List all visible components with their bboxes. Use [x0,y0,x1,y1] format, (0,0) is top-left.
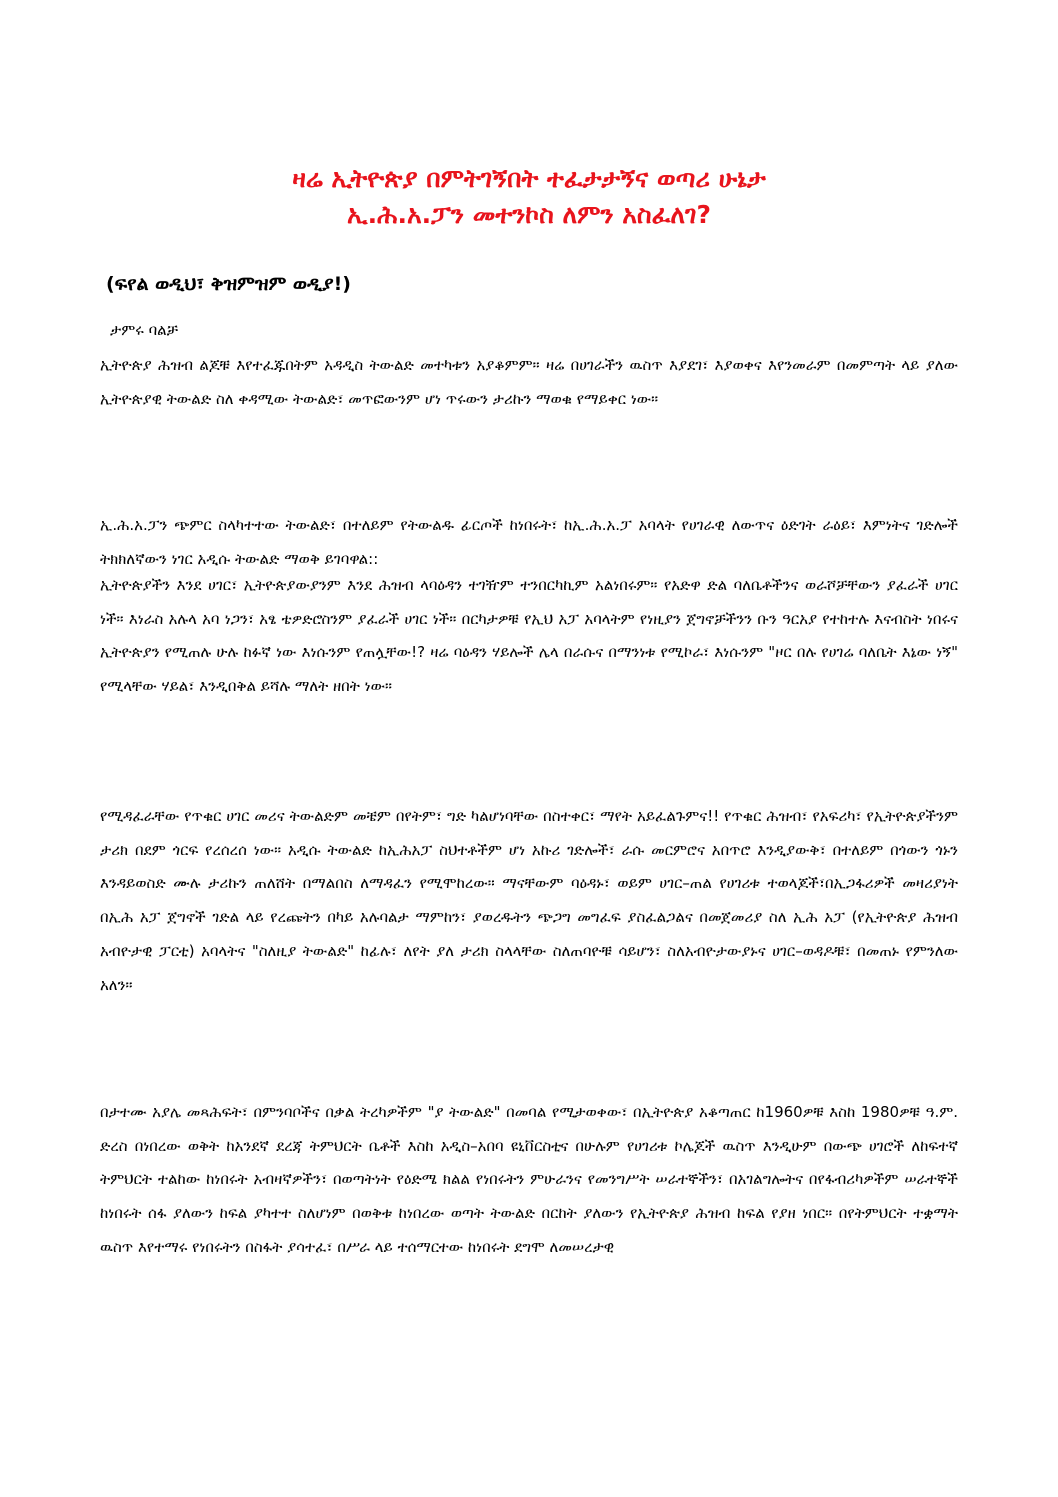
author-name: ታምሩ ባልቻ [110,321,179,339]
document-title-line-2: ኢ.ሕ.አ.ፓን መተንኮስ ለምን አስፈለገ? [347,200,711,229]
paragraph-3: ኢትዮጵያችን እንደ ሀገር፣ ኢትዮጵያውያንም እንደ ሕዝብ ላባዕዳን ተገዥም ተንበርካኪም አልነበሩም። የአድዋ ድል ባለቤቶችንና ወራሾቻቸውን ያፈራች ሀገር ነች። እነራስ አሉላ አባ ነጋን፣ አፄ ቴዎድሮስንም ያፈራች ሀገር ነች። በርካታዎቹ የኢህ አፓ አባላትም የነዚያን ጀግኖቻችንን ቡን ዓርአያ የተከተሉ እናብስት ነበሩና ኢትዮጵያን የሚጠሉ ሁሉ ከፉኛ ነው እነሱንም የጠሏቸው!? ዛሬ ባዕዳን ሃይሎች ሌላ በራሱና በማንነቱ የሚኮራ፣ እነሱንም "ዞር በሉ የሀገሬ ባለቤት እኔው ነኝ" የሚላቸው ሃይል፣ እንዲበቅል ይሻሉ ማለት ዘበት ነው። [100,576,958,696]
paragraph-4: የሚዳፈራቸው የጥቁር ሀገር መሪና ትውልድም መቼም በየትም፣ ግድ ካልሆነባቸው በስተቀር፣ ማየት አይፈልጉምና!! የጥቁር ሕዝብ፣ የአፍሪካ፣ የኢትዮጵያችንም ታሪክ በደም ጎርፍ የረሰረሰ ነው። አዲሱ ትውልድ ከኢሕአፓ ስህተቶችም ሆነ አኩሪ ገድሎች፣ ራሱ መርምሮና አበጥሮ እንዲያውቅ፣ በተለይም በጎውን ጎኑን እንዳይወስድ ሙሉ ታሪኩን ጠለሸት በማልበስ ለማዳፈን የሚሞከረው። ማናቸውም ባዕዳኑ፣ ወይም ሀገር–ጠል የሀገሪቱ ተወላጆች፣በኢጋፋሪዎች መዛሪያነት በኢሕ አፓ ጀግኖች ገድል ላይ የረጩትን በካይ አሉባልታ ማምከን፣ ያወረዱትን ጭጋግ መግፈፍ ያስፈልጋልና በመጀመሪያ ስለ ኢሕ አፓ (የኢትዮጵያ ሕዝብ አብዮታዊ ፓርቲ) አባላትና "ስለዚያ ትውልድ" ከፊሉ፣ ለየት ያለ ታሪክ ስላላቸው ስለጠባዮቹ ሳይሆን፣ ስለአብዮታውያኑና ሀገር–ወዳዶቹ፣ በመጠኑ የምንለው አለን። [100,807,958,994]
paragraph-1: ኢትዮጵያ ሕዝብ ልጆቹ እየተፈጁበትም አዳዲስ ትውልድ መተካቱን አያቆምም። ዛሬ በሀገራችን ዉስጥ እያደገ፣ እያወቀና እየንመራም በመምጣት ላይ ያለው ኢትዮጵያዊ ትውልድ ስለ ቀዳሚው ትውልድ፣ መጥፎውንም ሆነ ጥሩውን ታሪኩን ማወቁ የማይቀር ነው። [100,356,958,408]
document-subtitle: (ፍየል ወዲህ፣ ቅዝምዝም ወዲያ!) [106,273,351,295]
document-title-line-1: ዛሬ ኢትዮጵያ በምትገኝበት ተፈታታኝና ወጣሪ ሁኔታ [292,164,766,193]
paragraph-2: ኢ.ሕ.አ.ፓን ጭምር ስላካተተው ትውልድ፣ በተለይም የትውልዱ ፊርጦች ከነበሩት፣ ከኢ.ሕ.አ.ፓ አባላት የሀገራዊ ለውጥና ዕድገት ራዕይ፣ እምነትና ገድሎች ትክክለኛውን ነገር አዲሱ ትውልድ ማወቅ ይገባዋል:: [100,516,958,568]
paragraph-5: በታተሙ አያሌ መጻሕፍት፣ በምንባቦችና በቃል ትረካዎችም "ያ ትውልድ" በመባል የሚታወቀው፣ በኢትዮጵያ አቆጣጠር ከ1960ዎቹ እስከ 1980ዎቹ ዓ.ም. ድረስ በነበረው ወቅት ከአንደኛ ደረጃ ትምህርት ቤቶች እስከ አዲስ–አበባ ዩኒቨርስቲና በሁሉም የሀገሪቱ ኮሌጆች ዉስጥ እንዲሁም በውጭ ሀገሮች ለከፍተኛ ትምህርት ተልከው ከነበሩት አብዛኛዎችን፣ በወጣትነት የዕድሜ ክልል የነበሩትን ምሁራንና የመንግሥት ሠራተኞችን፣ በአገልግሎትና በየፋብሪካዎችም ሠራተኞች ከነበሩት ሰፋ ያለውን ከፍል ያካተተ ስለሆነም በወቅቱ ከነበረው ወጣት ትውልድ በርከት ያለውን የኢትዮጵያ ሕዝብ ከፍል የያዘ ነበር። በየትምህርት ተቋማት ዉስጥ እየተማሩ የነበሩትን በስፋት ያሳተፈ፣ በሥራ ላይ ተሰማርተው ከነበሩት ደግሞ ለመሠረታዊ [100,1103,958,1256]
